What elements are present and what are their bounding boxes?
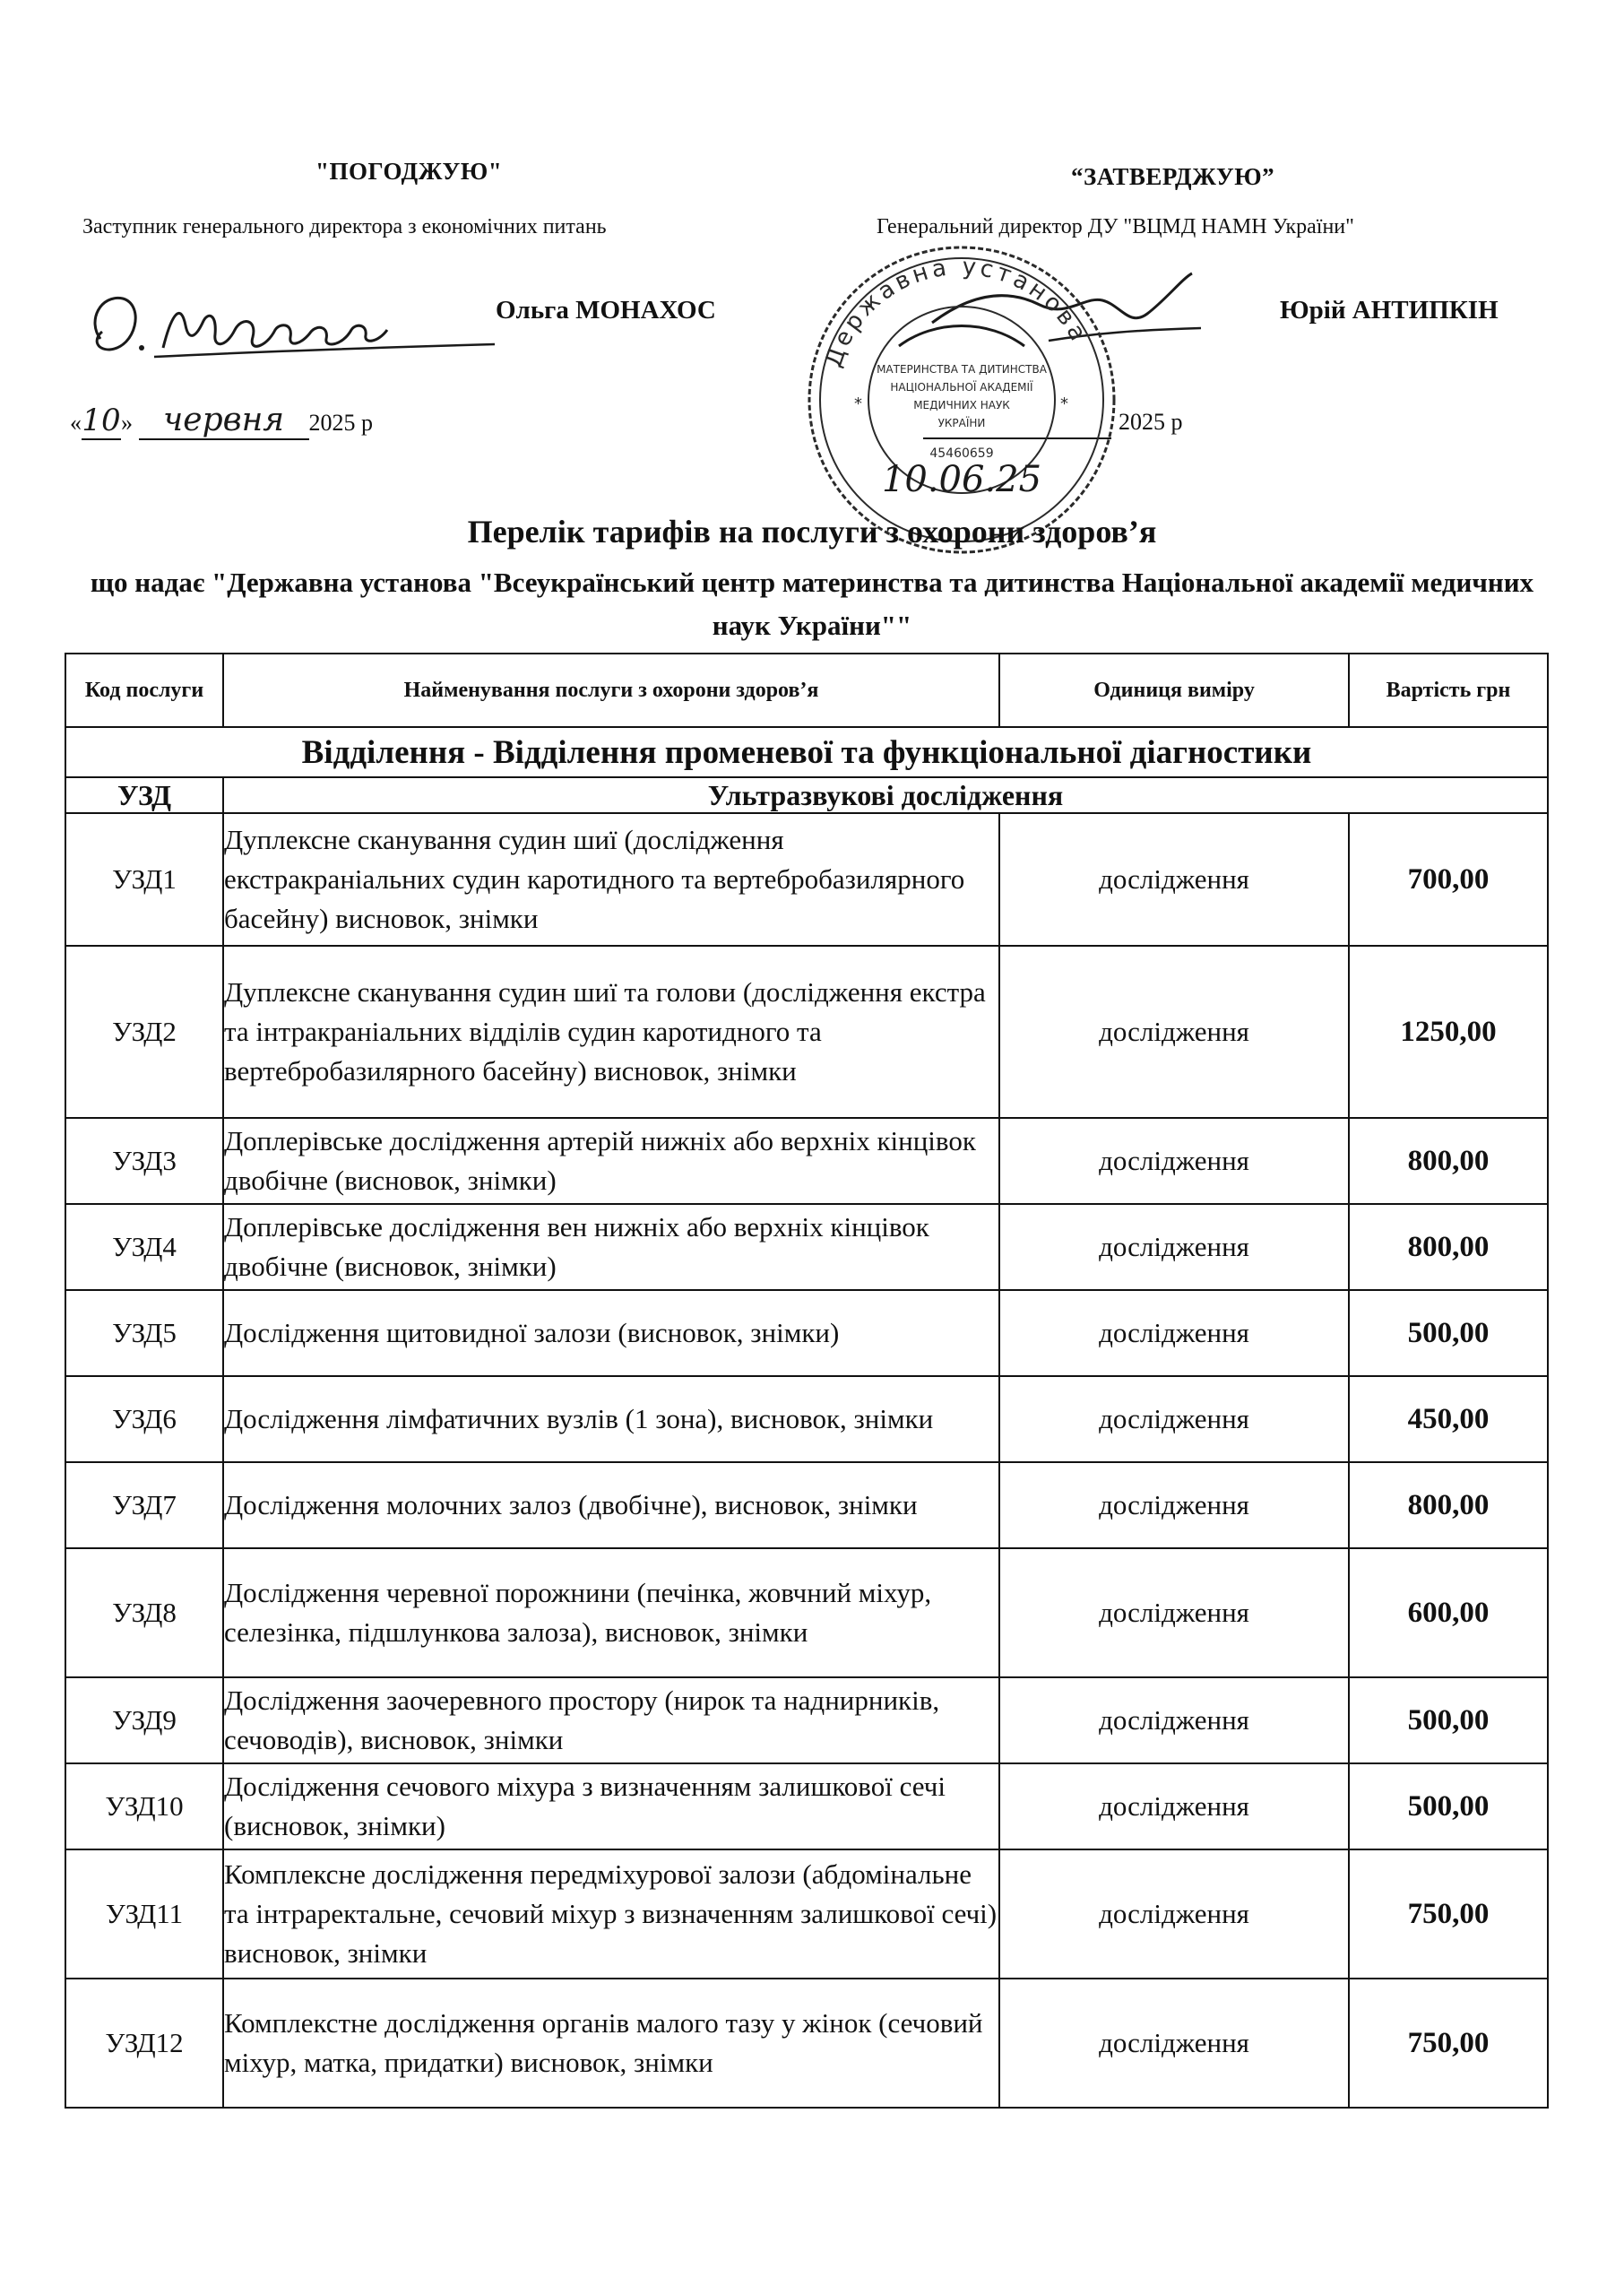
table-row: [65, 1548, 1548, 1677]
service-code: УЗД2: [65, 946, 223, 1118]
svg-text:10.06.25: 10.06.25: [881, 459, 1042, 500]
service-name: Дуплексне сканування судин шиї (дослідження екстракраніальних судин каротидного та вертебробазилярного басейну) висновок, знімки: [223, 813, 999, 946]
table-row: [65, 1290, 1548, 1376]
header-code: Код послуги: [65, 654, 223, 727]
service-price: 700,00: [1349, 813, 1548, 946]
svg-text:*: *: [854, 394, 862, 413]
service-price: 1250,00: [1349, 946, 1548, 1118]
service-unit: дослідження: [999, 1118, 1349, 1204]
service-unit: дослідження: [999, 1462, 1349, 1548]
table-row: [65, 1118, 1548, 1204]
date-day: 10: [82, 403, 121, 438]
approve-left-position: Заступник генерального директора з економічних питань: [82, 215, 607, 238]
service-unit: дослідження: [999, 1763, 1349, 1849]
service-code: УЗД11: [65, 1849, 223, 1979]
service-name: Дослідження заочеревного простору (нирок та наднирників, сечоводів), висновок, знімки: [223, 1677, 999, 1763]
document-subtitle: що надає "Державна установа "Всеукраїнський центр материнства та дитинства Національної академії медичних наук України"": [90, 567, 1534, 641]
document-title: Перелік тарифів на послуги з охорони здоров’я: [467, 514, 1157, 550]
service-price: 450,00: [1349, 1376, 1548, 1462]
service-name: Доплерівське дослідження артерій нижніх або верхніх кінцівок двобічне (висновок, знімки): [223, 1118, 999, 1204]
service-code: УЗД12: [65, 1979, 223, 2108]
department-row: [65, 727, 1548, 777]
service-code: УЗД3: [65, 1118, 223, 1204]
table-row: [65, 1849, 1548, 1979]
table-row: [65, 946, 1548, 1118]
service-price: 800,00: [1349, 1462, 1548, 1548]
service-name: Комплексне дослідження передміхурової залози (абдомінальне та інтраректальне, сечовий міхур з визначенням залишкової сечі) висновок, знімки: [223, 1849, 999, 1979]
header-unit: Одиниця виміру: [999, 654, 1349, 727]
approve-left-name: Ольга МОНАХОС: [496, 296, 716, 325]
approve-right-position: Генеральний директор ДУ "ВЦМД НАМН України": [877, 215, 1354, 238]
approve-right-date-year: 2025 р: [1119, 409, 1183, 435]
svg-text:УКРАЇНИ: УКРАЇНИ: [937, 417, 986, 429]
table-row: [65, 1763, 1548, 1849]
service-unit: дослідження: [999, 1204, 1349, 1290]
header-price: Вартість грн: [1349, 654, 1548, 727]
service-price: 750,00: [1349, 1849, 1548, 1979]
service-code: УЗД7: [65, 1462, 223, 1548]
service-price: 800,00: [1349, 1204, 1548, 1290]
table-row: [65, 1376, 1548, 1462]
service-unit: дослідження: [999, 1979, 1349, 2108]
tariffs-table: [65, 653, 1549, 2109]
approve-left-date: [70, 402, 446, 441]
svg-text:Державна установа: [820, 254, 1093, 371]
table-row: [65, 1979, 1548, 2108]
service-unit: дослідження: [999, 1849, 1349, 1979]
service-unit: дослідження: [999, 1376, 1349, 1462]
service-price: 500,00: [1349, 1290, 1548, 1376]
svg-text:*: *: [1060, 394, 1068, 413]
date-open-quote: «: [70, 410, 82, 436]
stamp-code: 45460659: [929, 446, 994, 461]
department-title: Відділення - Відділення променевої та функціональної діагностики: [65, 727, 1548, 777]
service-code: УЗД10: [65, 1763, 223, 1849]
service-price: 600,00: [1349, 1548, 1548, 1677]
service-name: Дослідження сечового міхура з визначенням залишкової сечі (висновок, знімки): [223, 1763, 999, 1849]
service-unit: дослідження: [999, 813, 1349, 946]
service-unit: дослідження: [999, 946, 1349, 1118]
table-row: [65, 1462, 1548, 1548]
service-name: Дослідження молочних залоз (двобічне), висновок, знімки: [223, 1462, 999, 1548]
service-code: УЗД5: [65, 1290, 223, 1376]
service-name: Дослідження лімфатичних вузлів (1 зона), висновок, знімки: [223, 1376, 999, 1462]
service-unit: дослідження: [999, 1290, 1349, 1376]
approve-right-name: Юрій АНТИПКІН: [1280, 296, 1499, 325]
service-name: Дуплексне сканування судин шиї та голови (дослідження екстра та інтракраніальних відділів судин каротидного та вертебробазилярного басейну) висновок, знімки: [223, 946, 999, 1118]
table-row: [65, 1204, 1548, 1290]
svg-text:НАЦІОНАЛЬНОЇ АКАДЕМІЇ: НАЦІОНАЛЬНОЇ АКАДЕМІЇ: [890, 381, 1033, 394]
service-price: 500,00: [1349, 1677, 1548, 1763]
svg-text:МЕДИЧНИХ НАУК: МЕДИЧНИХ НАУК: [913, 399, 1010, 411]
service-code: УЗД9: [65, 1677, 223, 1763]
service-code: УЗД6: [65, 1376, 223, 1462]
service-price: 500,00: [1349, 1763, 1548, 1849]
service-name: Дослідження щитовидної залози (висновок, знімки): [223, 1290, 999, 1376]
group-name: Ультразвукові дослідження: [223, 777, 1548, 813]
service-code: УЗД4: [65, 1204, 223, 1290]
service-price: 750,00: [1349, 1979, 1548, 2108]
table-row: [65, 1677, 1548, 1763]
stamp-outer-text: Державна установа: [820, 253, 1093, 371]
service-code: УЗД8: [65, 1548, 223, 1677]
service-unit: дослідження: [999, 1548, 1349, 1677]
approve-left-title: "ПОГОДЖУЮ": [315, 158, 503, 185]
group-code: УЗД: [65, 777, 223, 813]
approve-right-title: “ЗАТВЕРДЖУЮ”: [1071, 163, 1275, 190]
service-name: Дослідження черевної порожнини (печінка, жовчний міхур, селезінка, підшлункова залоза), висновок, знімки: [223, 1548, 999, 1677]
date-year: 2025 р: [308, 410, 373, 436]
service-name: Доплерівське дослідження вен нижніх або верхніх кінцівок двобічне (висновок, знімки): [223, 1204, 999, 1290]
service-name: Комплекстне дослідження органів малого тазу у жінок (сечовий міхур, матка, придатки) висновок, знімки: [223, 1979, 999, 2108]
group-row: [65, 777, 1548, 813]
service-code: УЗД1: [65, 813, 223, 946]
service-unit: дослідження: [999, 1677, 1349, 1763]
header-name: Найменування послуги з охорони здоров’я: [223, 654, 999, 727]
table-row: [65, 813, 1548, 946]
table-header-row: [65, 654, 1548, 727]
date-month: червня: [139, 402, 309, 440]
date-close-quote: »: [121, 410, 133, 436]
handwritten-signature-left: [82, 285, 504, 366]
service-price: 800,00: [1349, 1118, 1548, 1204]
svg-text:МАТЕРИНСТВА ТА ДИТИНСТВА: МАТЕРИНСТВА ТА ДИТИНСТВА: [877, 363, 1047, 376]
